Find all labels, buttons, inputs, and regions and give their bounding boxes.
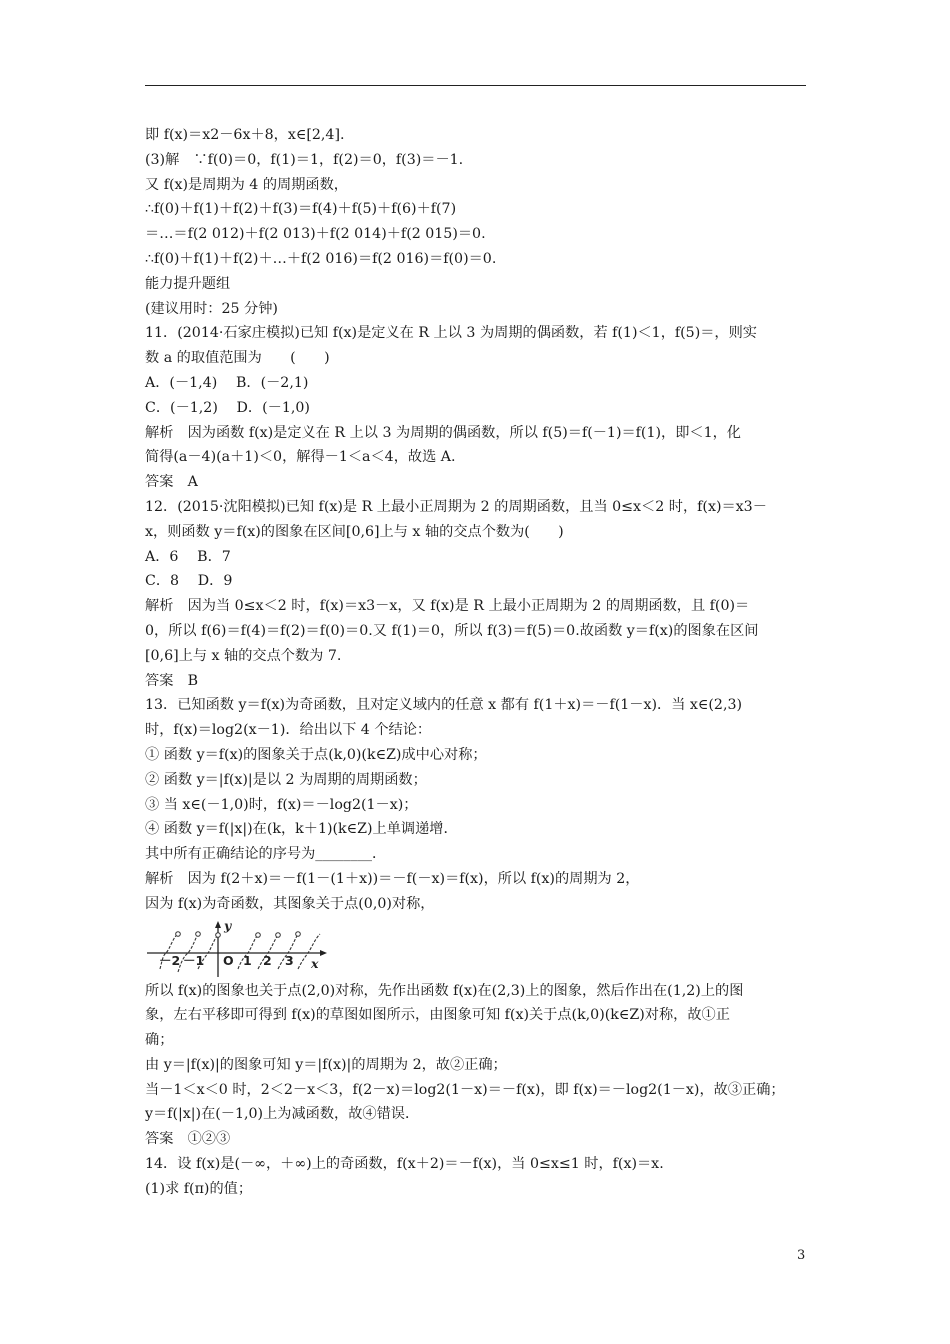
text-line: 其中所有正确结论的序号为________．	[145, 846, 387, 863]
text-line: 解析 因为 f(2＋x)＝－f(1－(1＋x))＝－f(－x)＝f(x)，所以 f(x)的周期为 2，	[145, 870, 640, 887]
text-line: ④ 函数 y＝f(|x|)在(k，k＋1)(k∈Z)上单调递增．	[145, 821, 458, 838]
text-line: 14．设 f(x)是(－∞，＋∞)上的奇函数，f(x＋2)＝－f(x)，当 0≤x≤1 时，f(x)＝x.	[145, 1156, 664, 1173]
text-line: 数 a 的取值范围为 ( )	[145, 350, 330, 367]
text-line: 答案 ①②③	[145, 1131, 231, 1148]
function-graph-figure	[145, 917, 813, 979]
text-block-1	[145, 123, 813, 917]
text-line: ③ 当 x∈(－1,0)时，f(x)＝－log2(1－x)；	[145, 796, 418, 813]
text-line: (3)解 ∵f(0)＝0，f(1)＝1，f(2)＝0，f(3)＝－1.	[145, 151, 464, 168]
text-line: ∴f(0)＋f(1)＋f(2)＋f(3)＝f(4)＋f(5)＋f(6)＋f(7)	[145, 201, 457, 218]
text-line: C．(－1,2) D．(－1,0)	[145, 399, 310, 416]
text-line: x，则函数 y＝f(x)的图象在区间[0,6]上与 x 轴的交点个数为( )	[145, 523, 564, 540]
text-line: ② 函数 y＝|f(x)|是以 2 为周期的周期函数；	[145, 771, 427, 788]
text-line: ① 函数 y＝f(x)的图象关于点(k,0)(k∈Z)成中心对称；	[145, 746, 487, 763]
text-line: ∴f(0)＋f(1)＋f(2)＋…＋f(2 016)＝f(2 016)＝f(0)＝0.	[145, 250, 497, 267]
text-line: 即 f(x)＝x2－6x＋8，x∈[2,4].	[145, 127, 345, 143]
text-line: 13．已知函数 y＝f(x)为奇函数，且对定义域内的任意 x 都有 f(1＋x)＝－f(1－x)．当 x∈(2,3)	[145, 697, 743, 714]
x-axis-label: x	[311, 955, 319, 971]
text-line: (建议用时：25 分钟)	[145, 300, 278, 317]
document-body	[145, 123, 813, 1202]
origin-label: O	[223, 952, 234, 968]
text-line: 又 f(x)是周期为 4 的周期函数，	[145, 176, 348, 193]
text-line: 时，f(x)＝log2(x－1)．给出以下 4 个结论：	[145, 722, 432, 739]
text-line: 由 y＝|f(x)|的图象可知 y＝|f(x)|的周期为 2，故②正确；	[145, 1056, 507, 1073]
text-line: 解析 因为函数 f(x)是定义在 R 上以 3 为周期的偶函数，所以 f(5)＝f(－1)＝f(1)，即＜1，化	[145, 424, 741, 441]
text-line: 解析 因为当 0≤x＜2 时，f(x)＝x3－x，又 f(x)是 R 上最小正周期为 2 的周期函数，且 f(0)＝	[145, 598, 750, 615]
text-line: 11．(2014·石家庄模拟)已知 f(x)是定义在 R 上以 3 为周期的偶函数，若 f(1)＜1，f(5)＝，则实	[145, 325, 757, 342]
text-line: 确；	[145, 1032, 174, 1049]
text-line: 能力提升题组	[145, 275, 231, 292]
text-line: ＝…＝f(2 012)＋f(2 013)＋f(2 014)＋f(2 015)＝0.	[145, 226, 486, 243]
text-line: C．8 D．9	[145, 573, 233, 590]
text-line: 当－1＜x＜0 时，2＜2－x＜3，f(2－x)＝log2(1－x)＝－f(x)，即 f(x)＝－log2(1－x)，故③正确；	[145, 1081, 785, 1098]
text-line: 0，所以 f(6)＝f(4)＝f(2)＝f(0)＝0.又 f(1)＝0，所以 f(3)＝f(5)＝0.故函数 y＝f(x)的图象在区间	[145, 622, 759, 639]
tick-label: 3	[285, 952, 294, 968]
text-line: [0,6]上与 x 轴的交点个数为 7.	[145, 647, 342, 664]
header-rule	[145, 85, 806, 86]
y-axis-arrow	[215, 921, 221, 928]
page-number: 3	[797, 1248, 806, 1263]
text-line: 12．(2015·沈阳模拟)已知 f(x)是 R 上最小正周期为 2 的周期函数，且当 0≤x＜2 时，f(x)＝x3－	[145, 498, 767, 515]
text-line: 答案 A	[145, 474, 198, 491]
text-line: 简得(a－4)(a＋1)＜0，解得－1＜a＜4，故选 A.	[145, 449, 456, 466]
graph-svg	[145, 917, 345, 979]
tick-label: －2	[159, 952, 181, 968]
text-line: A．6 B．7	[145, 548, 231, 565]
y-axis-label: y	[224, 917, 232, 933]
tick-label: 2	[263, 952, 272, 968]
text-line: A．(－1,4) B．(－2,1)	[145, 374, 309, 391]
endpoint-markers	[176, 931, 301, 937]
x-axis-arrow	[320, 950, 327, 956]
text-line: (1)求 f(π)的值；	[145, 1180, 253, 1197]
text-line: 所以 f(x)的图象也关于点(2,0)对称，先作出函数 f(x)在(2,3)上的图象，然后作出在(1,2)上的图	[145, 982, 744, 999]
text-line: y＝f(|x|)在(－1,0)上为减函数，故④错误．	[145, 1106, 420, 1123]
tick-label: －1	[183, 952, 205, 968]
text-block-2	[145, 979, 813, 1202]
text-line: 象，左右平移即可得到 f(x)的草图如图所示，由图象可知 f(x)关于点(k,0)(k∈Z)对称，故①正	[145, 1007, 730, 1024]
text-line: 答案 B	[145, 672, 198, 689]
text-line: 因为 f(x)为奇函数，其图象关于点(0,0)对称，	[145, 895, 435, 912]
tick-label: 1	[243, 952, 252, 968]
